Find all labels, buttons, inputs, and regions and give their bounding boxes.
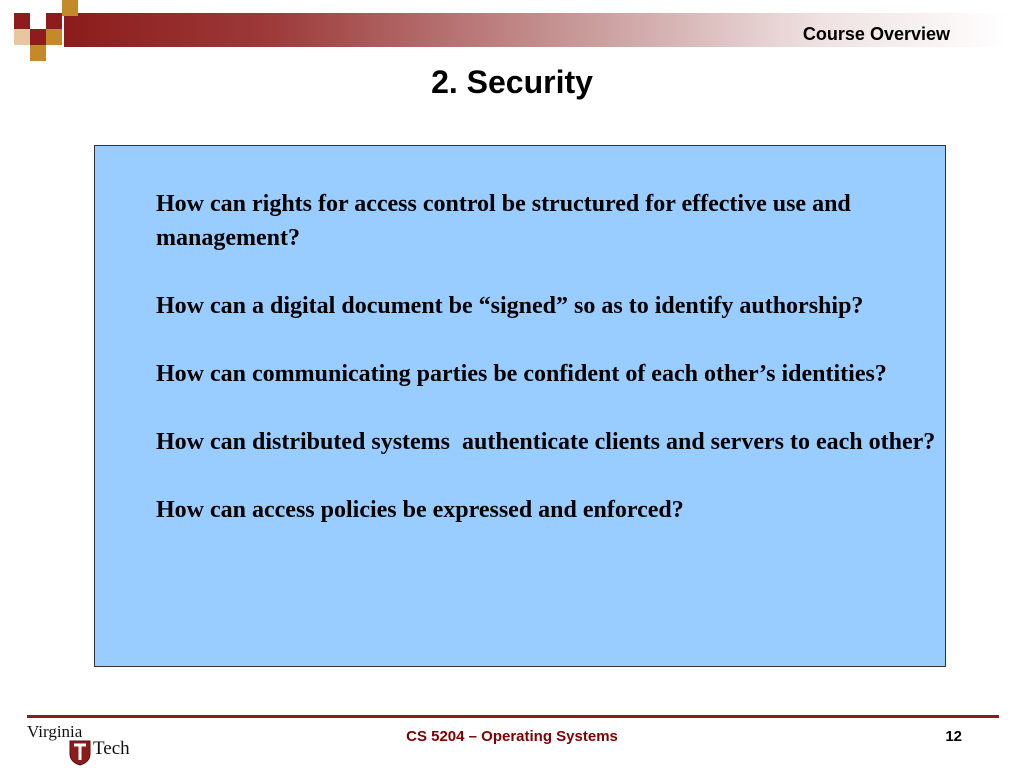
page-title: 2. Security [431,64,593,100]
logo-word-tech: Tech [93,738,130,759]
question-item: How can access policies be expressed and enforced? [156,497,684,523]
header-deco-square [30,45,46,61]
header-deco-square [46,29,62,45]
header-deco-square [14,29,30,45]
question-item: How can rights for access control be structured for effective use and management? [156,191,857,251]
header-deco-square [62,0,78,16]
header-deco-square [30,29,46,45]
question-item: How can a digital document be “signed” so as to identify authorship? [156,293,864,319]
footer-course-title: CS 5204 – Operating Systems [406,728,618,745]
section-label: Course Overview [802,24,950,44]
footer-divider [27,715,999,718]
question-item: How can communicating parties be confident of each other’s identities? [156,361,887,387]
header-deco-square [14,13,30,29]
question-list [156,187,936,561]
header-deco-square [46,13,62,29]
page-number: 12 [945,728,962,745]
question-item: How can distributed systems authenticate clients and servers to each other? [156,429,936,455]
questions-box [94,145,946,667]
logo-word-virginia: Virginia [27,722,83,741]
